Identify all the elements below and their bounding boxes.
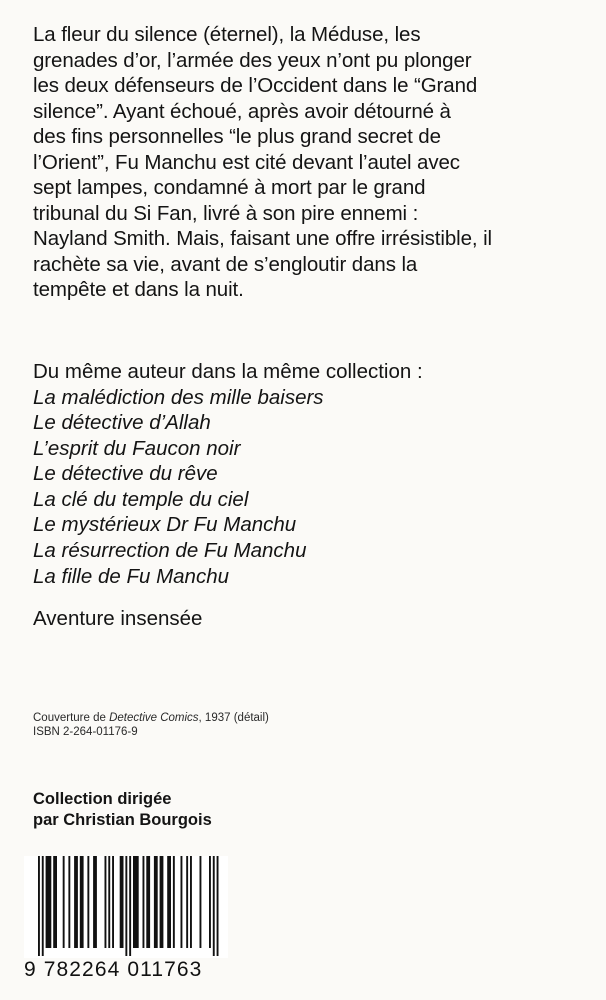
barcode-bar: [181, 856, 183, 948]
credits: [33, 711, 269, 739]
barcode-bar: [68, 856, 70, 948]
barcode-bar: [112, 856, 114, 948]
synopsis-line: les deux défenseurs de l’Occident dans le “Grand: [33, 74, 478, 97]
cover-credit-prefix: Couverture de: [33, 712, 110, 724]
synopsis-line: La fleur du silence (éternel), la Méduse, les: [33, 23, 421, 46]
synopsis-line: des fins personnelles “le plus grand secret de: [33, 125, 441, 148]
barcode-bar: [93, 856, 97, 948]
synopsis-line: Nayland Smith. Mais, faisant une offre irrésistible, il: [33, 227, 492, 250]
barcode-bar: [154, 856, 158, 948]
barcode-bar: [80, 856, 84, 948]
title-item: Le détective du rêve: [33, 462, 218, 486]
synopsis-line: rachète sa vie, avant de s’engloutir dans la: [33, 252, 418, 276]
title-item: Le détective d’Allah: [33, 411, 211, 435]
cover-credit-suffix: , 1937 (détail): [198, 712, 269, 724]
synopsis-line: grenades d’or, l’armée des yeux n’ont pu plonger: [33, 48, 472, 72]
collection-line-2: par Christian Bourgois: [33, 810, 212, 829]
barcode-bar: [143, 856, 145, 948]
barcode-bar: [38, 856, 40, 956]
barcode-bar: [74, 856, 78, 948]
title-item: La clé du temple du ciel: [33, 487, 249, 511]
barcode-bar: [63, 856, 65, 948]
collection-line-1: Collection dirigée: [33, 790, 172, 808]
barcode-bar: [200, 856, 202, 948]
barcode-bar: [42, 856, 44, 956]
barcode-bar: [108, 856, 110, 948]
barcode-bar: [146, 856, 150, 948]
extra-title: Aventure insensée: [33, 607, 203, 630]
barcode-bar: [190, 856, 192, 948]
synopsis-line: silence”. Ayant échoué, après avoir détourné à: [33, 99, 451, 123]
synopsis-line: tribunal du Si Fan, livré à son pire ennemi :: [33, 201, 419, 225]
barcode-bar: [129, 856, 131, 956]
barcode-bar: [53, 856, 57, 948]
synopsis-line: l’Orient”, Fu Manchu est cité devant l’autel avec: [33, 150, 460, 174]
barcode-bar: [120, 856, 124, 948]
barcode-bar: [173, 856, 175, 948]
barcode: [24, 856, 228, 981]
barcode-bar: [125, 856, 127, 956]
same-author-heading: Du même auteur dans la même collection :: [33, 360, 423, 383]
title-item: La résurrection de Fu Manchu: [33, 539, 307, 563]
barcode-bar: [105, 856, 107, 948]
isbn: ISBN 2-264-01176-9: [33, 726, 138, 738]
same-author-title-list: [33, 385, 573, 590]
barcode-bar: [186, 856, 188, 948]
barcode-bar: [167, 856, 171, 948]
barcode-bar: [133, 856, 139, 948]
synopsis-line: tempête et dans la nuit.: [33, 278, 244, 301]
cover-credit: [33, 711, 269, 725]
title-item: La fille de Fu Manchu: [33, 564, 230, 588]
barcode-bar: [209, 856, 211, 948]
barcode-bars: [24, 856, 228, 958]
cover-credit-source: Detective Comics: [109, 712, 199, 724]
title-item: L’esprit du Faucon noir: [33, 436, 241, 460]
title-item: Le mystérieux Dr Fu Manchu: [33, 513, 297, 537]
barcode-bar: [160, 856, 164, 948]
barcode-bar: [217, 856, 219, 956]
title-item: La malédiction des mille baisers: [33, 385, 324, 409]
synopsis: [33, 22, 588, 303]
barcode-bar: [213, 856, 215, 956]
synopsis-line: sept lampes, condamné à mort par le grand: [33, 176, 426, 199]
barcode-bar: [87, 856, 89, 948]
barcode-bar: [46, 856, 52, 948]
barcode-digits: 9 782264 011763: [24, 958, 203, 981]
collection-editor: [33, 789, 212, 830]
